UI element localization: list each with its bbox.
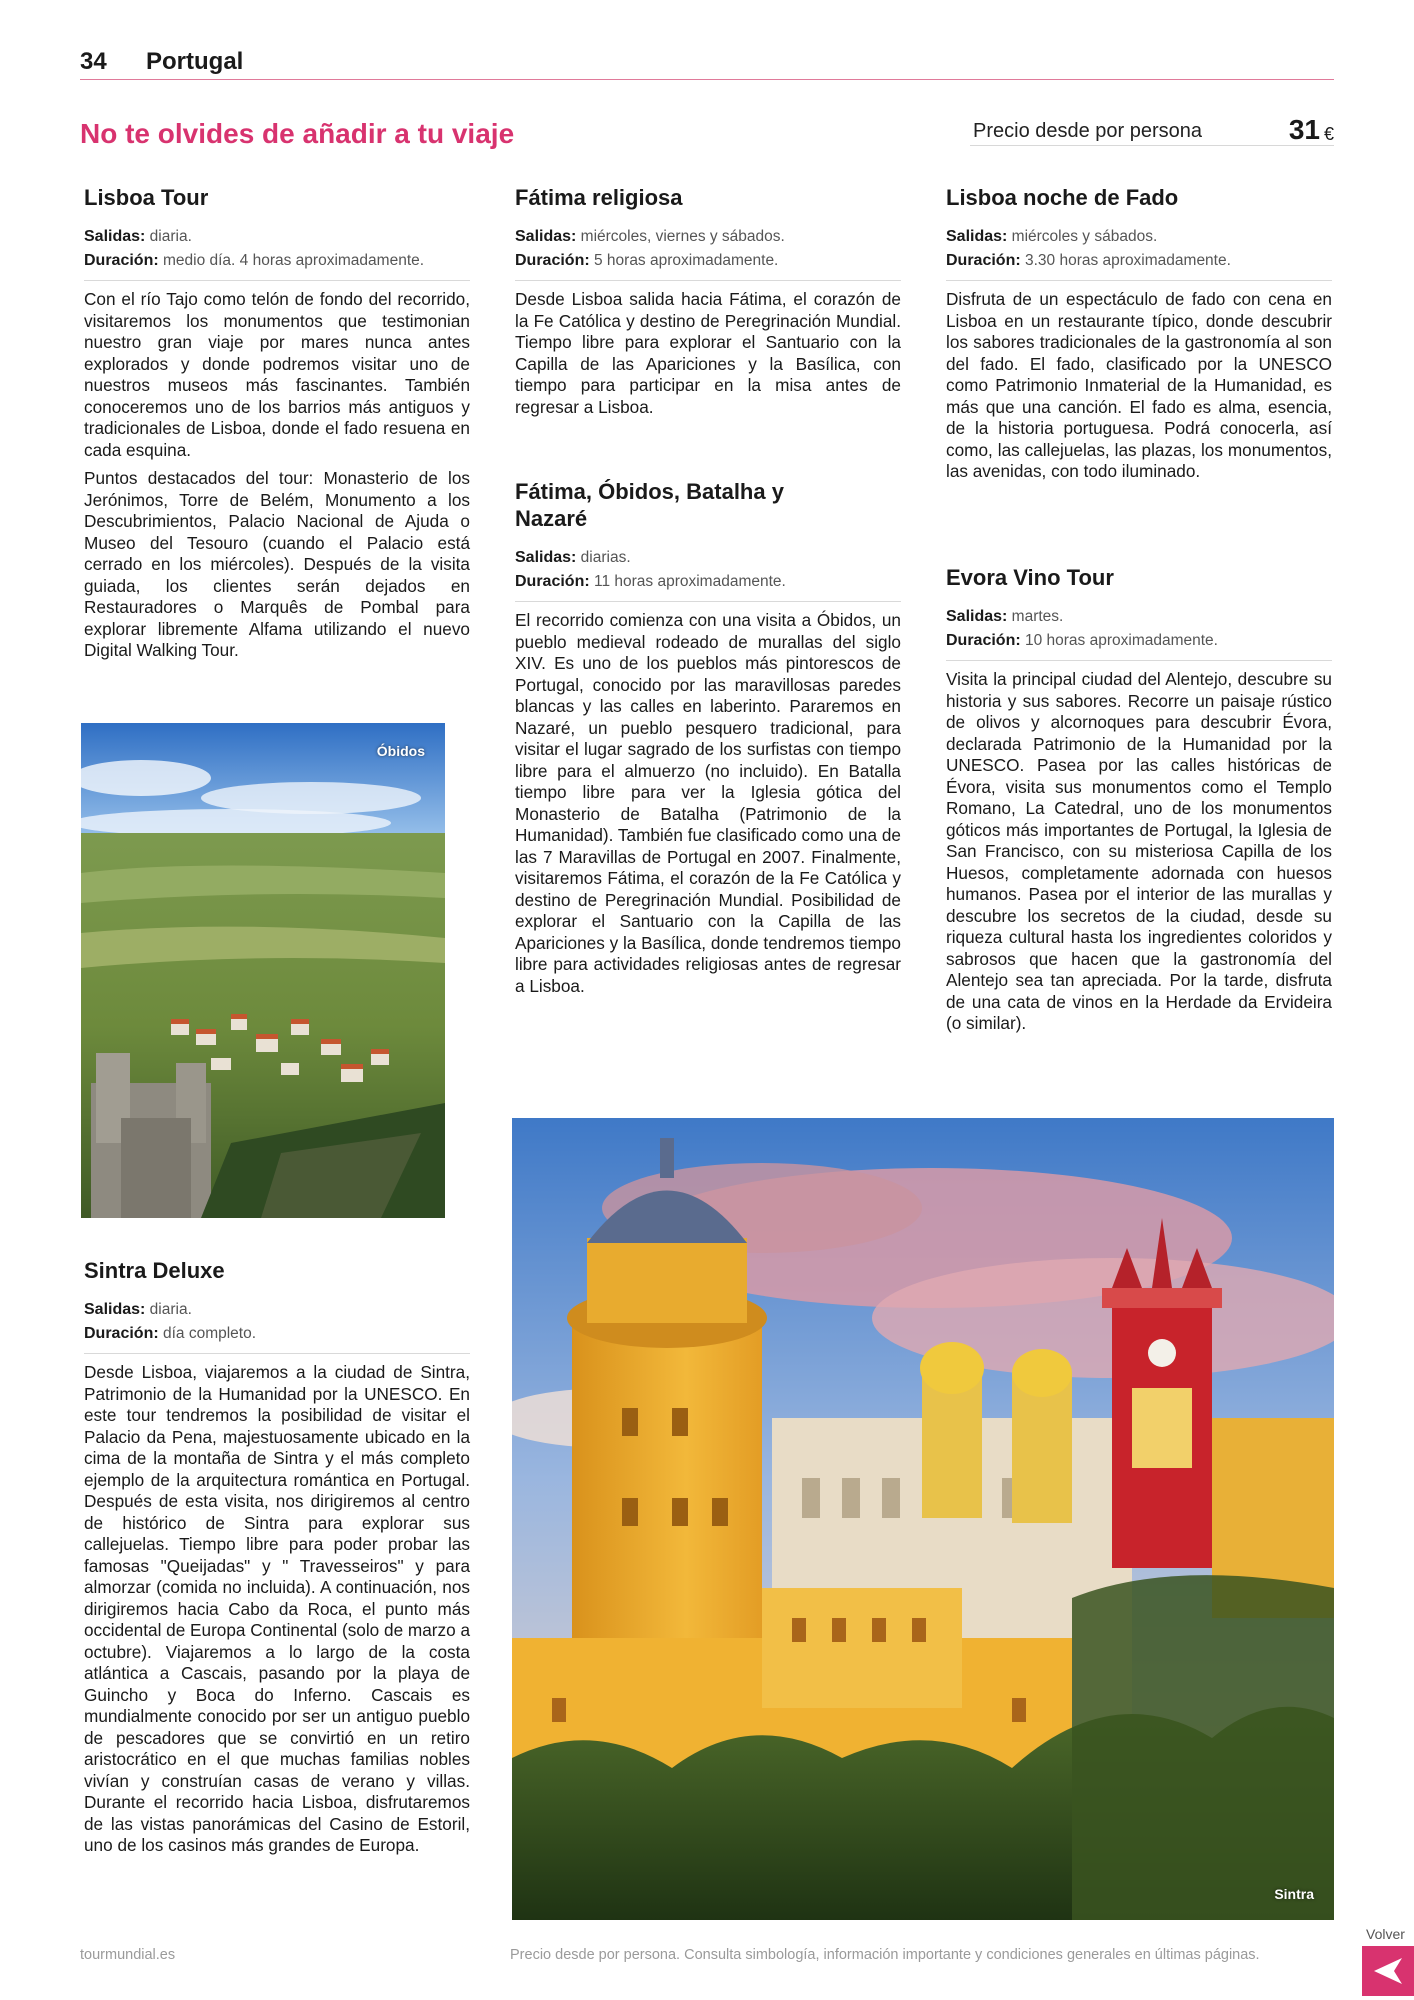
tour-duracion: Duración: día completo. [84, 1325, 257, 1342]
tour-description: Puntos destacados del tour: Monasterio de los Jerónimos, Torre de Belém, Monumento a los Descubrimientos, Palacio Nacional de Ajuda o Museo del Tesouro (cuando el Palacio está cerrado en los miércoles). Después de la visita guiada, los clientes serán dejados en Restauradores o Marquês de Pombal para explorar libremente Alfama utilizando el nuevo Digital Walking Tour. [84, 468, 470, 660]
photo-caption: Óbidos [376, 743, 425, 759]
obidos-illustration [81, 723, 445, 1218]
sintra-photo [512, 1118, 1334, 1920]
tour-description: Desde Lisboa salida hacia Fátima, el corazón de la Fe Católica y destino de Peregrinación Mundial. Tiempo libre para explorar el Santuario con la Capilla de las Apariciones y la Basílica, con tiempo para participar en la misa antes de regresar a Lisboa. [515, 289, 901, 417]
back-arrow-icon [1362, 1946, 1414, 1996]
tour-salidas: Salidas: miércoles, viernes y sábados. [515, 228, 785, 245]
footer-site: tourmundial.es [80, 1947, 176, 1963]
tour-duracion: Duración: 10 horas aproximadamente. [946, 632, 1218, 649]
tour-evora-vino [946, 564, 1332, 1042]
tour-description: Visita la principal ciudad del Alentejo, descubre su historia y sus sabores. Recorre un paisaje rústico de olivos y alcornoques para descubrir Évora, declarada Patrimonio de la Humanidad por la UNESCO. Pasea por las calles históricas de Évora, visita sus monumentos como el Templo Romano, La Catedral, uno de los monumentos góticos más importantes de Portugal, la Iglesia de San Francisco, con su misteriosa Capilla de los Huesos, completamente adornada con huesos humanos. Pasea por el interior de las murallas y descubre los secretos de la ciudad, desde su riqueza cultural hasta los ingredientes coloridos y sabrosos que hacen que la gastronomía del Alentejo sea tan apreciada. Por la tarde, disfruta de una cata de vinos en la Herdade da Ervideira (o similar). [946, 669, 1332, 1033]
page-headline: No te olvides de añadir a tu viaje [80, 118, 515, 149]
tour-title: Fátima, Óbidos, Batalha y Nazaré [515, 479, 784, 531]
tour-description: El recorrido comienza con una visita a Óbidos, un pueblo medieval rodeado de murallas del siglo XIV. Es uno de los pueblos más pintorescos de Portugal, conocido por las maravillosas paredes blancas y las calles en laberinto. Pararemos en Nazaré, un pueblo pesquero tradicional, para visitar el lugar sagrado de los surfistas con tiempo libre para el almuerzo (no incluido). En Batalla tiempo libre para ver la Iglesia gótica del Monasterio de Batalha (Patrimonio de la Humanidad). También fue clasificado como una de las 7 Maravillas de Portugal en 2007. Finalmente, visitaremos Fátima, el corazón de la Fe Católica y destino de Peregrinación Mundial. Posibilidad de explorar el Santuario con la Capilla de las Apariciones y la Basílica, donde tendremos tiempo libre para actividades religiosas antes de regresar a Lisboa. [515, 610, 901, 996]
divider [515, 601, 901, 602]
price-box [970, 112, 1334, 146]
photo-caption: Sintra [1274, 1886, 1314, 1902]
back-label: Volver [1366, 1926, 1405, 1942]
tour-description: Con el río Tajo como telón de fondo del recorrido, visitaremos los monumentos que testimonian nuestro gran viaje por mares nunca antes explorados y donde podremos visitar uno de nuestros museos más fascinantes. También conoceremos uno de los barrios más antiguos y tradicionales de Lisboa, donde el fado resuena en cada esquina. [84, 289, 470, 460]
tour-duracion: Duración: 11 horas aproximadamente. [515, 573, 786, 590]
divider [946, 660, 1332, 661]
tour-description: Disfruta de un espectáculo de fado con cena en Lisboa en un restaurante típico, donde descubrir los sabores tradicionales de la gastronomía al son del fado. El fado, clasificado por la UNESCO como Patrimonio Inmaterial de la Humanidad, es más que una canción. El fado es alma, esencia, de la historia portuguesa. Podrá conocerla, así como, las callejuelas, las plazas, los monumentos, las avenidas, con todo iluminado. [946, 289, 1332, 481]
tour-title: Lisboa noche de Fado [946, 185, 1179, 210]
price-currency: € [1323, 124, 1334, 144]
tour-fatima-religiosa [515, 184, 901, 425]
tour-salidas: Salidas: diaria. [84, 1301, 192, 1318]
tour-salidas: Salidas: martes. [946, 608, 1064, 625]
tour-duracion: Duración: 3.30 horas aproximadamente. [946, 252, 1231, 269]
tour-duracion: Duración: 5 horas aproximadamente. [515, 252, 779, 269]
divider [84, 1353, 470, 1354]
divider [946, 280, 1332, 281]
tour-title: Evora Vino Tour [946, 565, 1114, 590]
price-label: Precio desde por persona [973, 120, 1203, 142]
divider [84, 280, 470, 281]
tour-lisboa [84, 184, 470, 669]
obidos-photo [81, 723, 445, 1218]
page-header [80, 48, 1334, 80]
tour-salidas: Salidas: diarias. [515, 549, 631, 566]
tour-salidas: Salidas: diaria. [84, 228, 192, 245]
tour-lisboa-fado [946, 184, 1332, 490]
price-value: 31 [1288, 114, 1320, 145]
tour-sintra-deluxe [84, 1257, 470, 1864]
tour-title: Fátima religiosa [515, 185, 683, 210]
tour-title: Lisboa Tour [84, 185, 209, 210]
sintra-illustration [512, 1118, 1334, 1920]
footer-note: Precio desde por persona. Consulta simbología, información importante y condiciones generales en últimas páginas. [510, 1947, 1260, 1963]
tour-fatima-obidos-batalha-nazare [515, 478, 901, 1004]
tour-duracion: Duración: medio día. 4 horas aproximadamente. [84, 252, 425, 269]
section-title: Portugal [146, 48, 244, 75]
back-button[interactable] [1362, 1946, 1414, 1996]
tour-salidas: Salidas: miércoles y sábados. [946, 228, 1158, 245]
page-number: 34 [80, 48, 107, 75]
tour-description: Desde Lisboa, viajaremos a la ciudad de Sintra, Patrimonio de la Humanidad por la UNESCO. En este tour tendremos la posibilidad de visitar el Palacio da Pena, majestuosamente ubicado en la cima de la montaña de Sintra y el más completo ejemplo de la arquitectura romántica en Portugal. Después de esta visita, nos dirigiremos al centro de histórico de Sintra para explorar sus callejuelas. Tiempo libre para poder probar las famosas "Queijadas" y " Travesseiros" y para almorzar (comida no incluida). A continuación, nos dirigiremos hacia Cabo da Roca, el punto más occidental de Europa Continental (solo de marzo a octubre). Viajaremos a lo largo de la costa atlántica a Cascais, pasando por la playa de Guincho y Boca do Inferno. Cascais es mundialmente conocido por ser un antiguo pueblo de pescadores que se convirtió en un retiro aristocrático en el que muchas familias nobles vivían y construían casas de verano y villas. Durante el recorrido hacia Lisboa, disfrutaremos de las vistas panorámicas del Casino de Estoril, uno de los casinos más grandes de Europa. [84, 1362, 470, 1855]
divider [515, 280, 901, 281]
tour-title: Sintra Deluxe [84, 1258, 225, 1283]
